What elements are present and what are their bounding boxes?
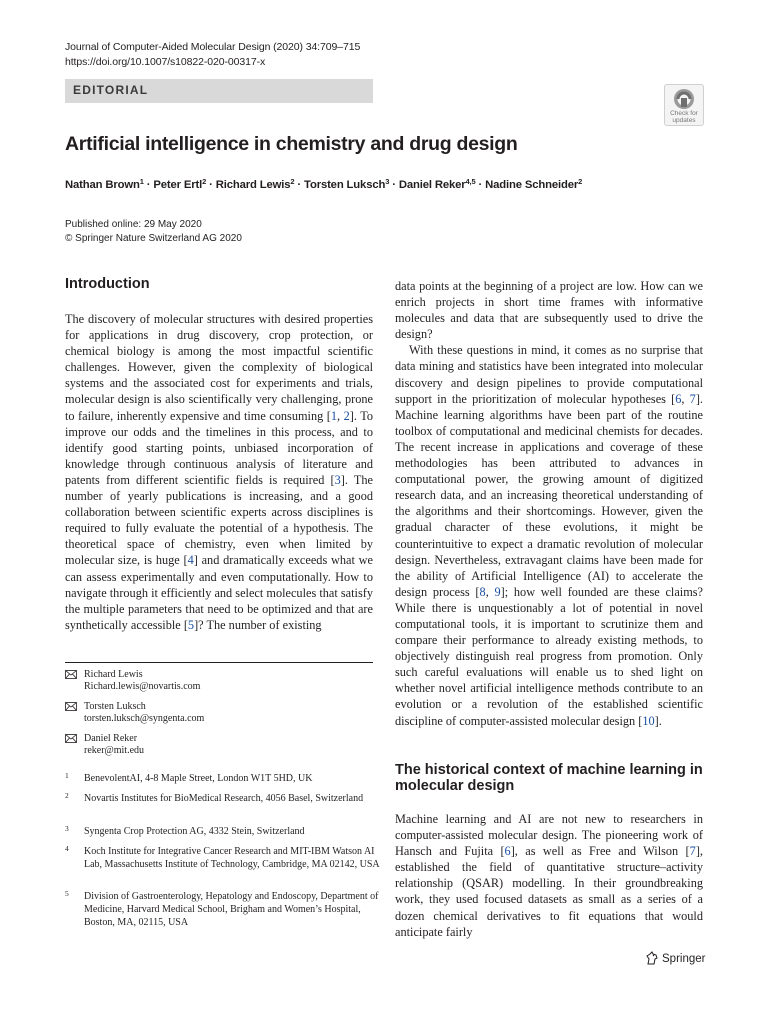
author-name[interactable]: Peter Ertl (153, 179, 203, 191)
author-affiliation-marker: 2 (578, 177, 583, 186)
affiliation-text: Koch Institute for Integrative Cancer Research and MIT-IBM Watson AI Lab, Massachusetts Institute of Technology, Cambridge, MA 02142, USA (84, 846, 380, 870)
citation-link[interactable]: 6 (504, 844, 511, 859)
article-title: Artificial intelligence in chemistry and drug design (65, 133, 518, 155)
article-type-label: EDITORIAL (73, 83, 149, 97)
correspondent-name: Torsten Luksch (84, 701, 146, 712)
correspondent-email[interactable]: torsten.luksch@syngenta.com (84, 713, 205, 724)
published-online: Published online: 29 May 2020 (65, 219, 202, 230)
affiliation-number: 4 (65, 844, 69, 853)
article-type-bar (65, 79, 373, 103)
affiliation-text: Novartis Institutes for BioMedical Research, 4056 Basel, Switzerland (84, 793, 364, 804)
author-affiliation-marker: 1 (139, 177, 144, 186)
affiliation-text: BenevolentAI, 4-8 Maple Street, London W1T 5HD, UK (84, 773, 313, 784)
intro-paragraph-1-continued: data points at the beginning of a project are low. How can we enrich projects in short time frames with informative molecules and data that are subsequently used to drive the design? (395, 279, 703, 342)
affiliation-number: 5 (65, 889, 69, 898)
citation-link[interactable]: 1 (330, 408, 338, 423)
affiliation-number: 3 (65, 824, 69, 833)
intro-paragraph-2: With these questions in mind, it comes as no surprise that data mining and statistics have been integrated into molecular discovery and design pipelines to provide computational support in the prioritization of molecular hypotheses [6, 7]. Machine learning algorithms have been part of the routine toolbox of computational and medicinal chemists for decades. The recent increase in applications and coverage of these methodologies has been attributed to advances in computational power, the growing amount of digitized research data, and an increasing theoretical understanding of the algorithms and their shortcomings. However, given the gradual character of these evolutions, it might be counterintuitive to expect a dramatic revolution of molecular design. Nevertheless, extravagant claims have been made for the ability of Artificial Intelligence (AI) to accelerate the design process [8, 9]; how well founded are these claims? While there is unquestionably a lot of potential in novel computational tools, it is important to scrutinize them and compare their performance to already existing methods, to objectively distinguish real progress from promotion. Only such careful evaluations will enable us to shed light on whether novel artificial intelligence methods contribute to an evolution or a revolution of the established scientific discipline of computer-assisted molecular design [10]. (395, 343, 703, 728)
citation-link[interactable]: 3 (334, 472, 341, 487)
springer-horse-icon (645, 951, 659, 965)
intro-left-column (65, 311, 373, 633)
footnote-divider (65, 662, 373, 663)
citation-link[interactable]: 8 (479, 584, 486, 599)
author-name[interactable]: Torsten Luksch (304, 179, 386, 191)
envelope-icon (65, 734, 77, 747)
check-for-updates-icon (673, 88, 695, 110)
envelope-icon (65, 702, 77, 715)
journal-citation: Journal of Computer-Aided Molecular Design (2020) 34:709–715 (65, 41, 361, 53)
citation-link[interactable]: 7 (689, 844, 696, 859)
affiliation-text: Syngenta Crop Protection AG, 4332 Stein, Switzerland (84, 826, 305, 837)
check-for-updates-badge[interactable] (664, 84, 704, 126)
author-affiliation-marker: 2 (202, 177, 207, 186)
citation-link[interactable]: 7 (689, 391, 696, 406)
doi-link[interactable]: https://doi.org/10.1007/s10822-020-00317-x (65, 56, 266, 68)
citation-link[interactable]: 5 (187, 617, 195, 632)
author-affiliation-marker: 4,5 (465, 177, 476, 186)
publication-info (65, 218, 242, 246)
check-for-updates-line1: Check for (670, 110, 698, 117)
author-name[interactable]: Richard Lewis (215, 179, 291, 191)
author-name[interactable]: Daniel Reker (398, 179, 466, 191)
author-affiliation-marker: 3 (385, 177, 390, 186)
citation-link[interactable]: 2 (343, 408, 350, 423)
history-heading: The historical context of machine learning in molecular design (395, 762, 703, 794)
intro-right-column (395, 278, 703, 729)
history-column (395, 811, 703, 940)
author-name[interactable]: Nadine Schneider (485, 179, 579, 191)
citation-link[interactable]: 9 (494, 584, 501, 599)
affiliation-text: Division of Gastroenterology, Hepatology and Endoscopy, Department of Medicine, Harvard Medical School, Brigham and Women’s Hospital, Boston, MA, 02115, USA (84, 891, 379, 928)
affiliation-number: 1 (65, 771, 69, 780)
copyright: © Springer Nature Switzerland AG 2020 (65, 233, 242, 244)
history-paragraph-1: Machine learning and AI are not new to researchers in computer-assisted molecular design. The pioneering work of Hansch and Fujita [6], as well as Free and Wilson [7], established the field of quantitative structure–activity relationship (QSAR) modelling. In their groundbreaking work, they used focused datasets as small as a series of a dozen chemical derivatives to fit equations that would anticipate fairly (395, 812, 703, 939)
correspondent-email[interactable]: reker@mit.edu (84, 745, 145, 756)
envelope-icon (65, 670, 77, 683)
intro-paragraph-1: The discovery of molecular structures with desired properties for applications in drug discovery, crop protection, or chemical biology is among the most impactful scientific challenges. However, given the complexity of biological systems and the associated cost for experiments and trials, molecular design is also scientifically very challenging, prone to failure, inherently expensive and time consuming [1, 2]. To improve our odds and the timelines in this process, and to identify good starting points, unbiased incorporation of knowledge through continuous analysis of literature and patents from different scientific fields is required [3]. The number of yearly publications is increasing, and a good collaboration between scientific experts across disciplines is required to fully evaluate the potential of a hypothesis. The theoretical space of chemistry, even when limited by molecular size, is huge [4] and dramatically exceeds what we can assess experimentally and even computationally. How to navigate through it efficiently and select molecules that satisfy the multiple parameters that need to be optimized and that are synthetically accessible [5]? The number of existing (65, 312, 374, 632)
citation-link[interactable]: 6 (675, 391, 682, 406)
citation-link[interactable]: 10 (642, 713, 655, 728)
author-affiliation-marker: 2 (290, 177, 295, 186)
citation-link[interactable]: 4 (187, 553, 194, 568)
correspondent-email[interactable]: Richard.lewis@novartis.com (84, 681, 201, 692)
publisher-footer (645, 951, 705, 965)
author-list: Nathan Brown$^1$ · Peter Ertl$^2$ · Richard Lewis$^2$ · Torsten Luksch$^3$ · Daniel Reker$^{4,5}$ · Nadine Schneider$^2$ (65, 177, 583, 191)
introduction-heading: Introduction (65, 276, 150, 292)
correspondent-name: Richard Lewis (84, 669, 143, 680)
check-for-updates-line2: updates (672, 117, 696, 124)
correspondent-name: Daniel Reker (84, 733, 138, 744)
journal-header (65, 40, 360, 70)
affiliation-number: 2 (65, 791, 69, 800)
publisher-name: Springer (662, 953, 706, 965)
author-name[interactable]: Nathan Brown (65, 179, 140, 191)
